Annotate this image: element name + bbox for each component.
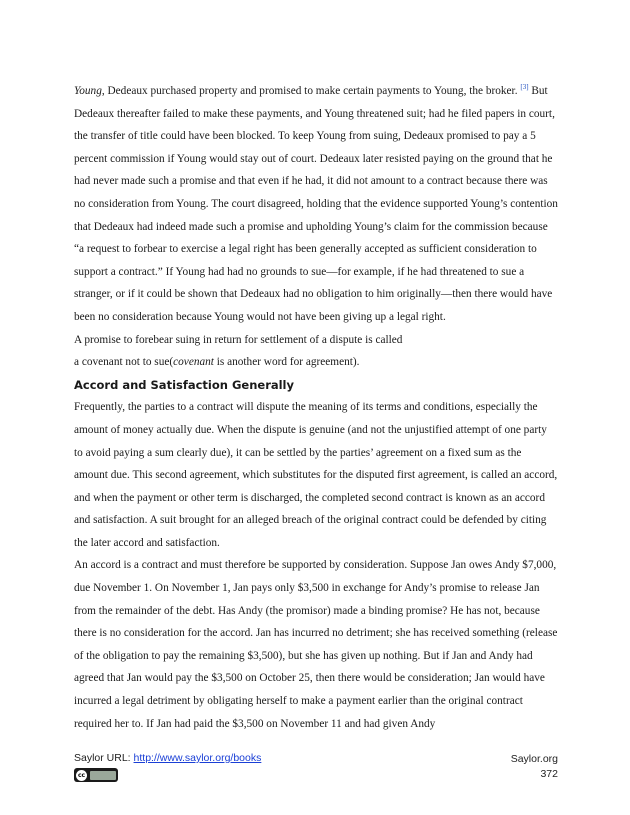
creative-commons-license-icon — [74, 768, 118, 782]
footnote-link[interactable]: [3] — [520, 83, 529, 92]
saylor-url-link[interactable]: http://www.saylor.org/books — [133, 752, 262, 764]
license-terms-icon — [90, 771, 116, 780]
footer-source-label: Saylor URL: — [74, 752, 134, 764]
cc-icon: cc — [77, 771, 86, 779]
paragraph-text: , Dedeaux purchased property and promised to make certain payments to Young, the broker. — [101, 85, 518, 97]
site-name: Saylor.org — [510, 753, 558, 765]
paragraph — [74, 80, 558, 329]
footer-source — [74, 752, 261, 764]
paragraph-text: A promise to forebear suing in return for settlement of a dispute is called — [74, 333, 403, 346]
document-body — [74, 80, 558, 735]
paragraph: An accord is a contract and must therefore be supported by consideration. Suppose Jan owes Andy $7,000, due November 1. On November 1, Jan pays only $3,500 in exchange for Andy’s promise to release Jan from the remainder of the debt. Has Andy (the promisor) made a binding promise? He has not, because there is no consideration for the accord. Jan has incurred no detriment; she has received something (release of the obligation to pay the remaining $3,500), but she has given up nothing. But if Jan and Andy had agreed that Jan would pay the $3,500 on October 25, then there would be consideration; Jan would have incurred a legal detriment by obligating herself to make a payment earlier than the original contract required her to. If Jan had paid the $3,500 on November 11 and had given Andy — [74, 559, 558, 730]
paragraph-text: But Dedeaux thereafter failed to make these payments, and Young threatened suit; had he filed papers in court, the transfer of title could have been blocked. To keep Young from suing, Dedeaux promised to pay a 5 percent commission if Young would stay out of court. Dedeaux later resisted paying on the ground that he had never made such a promise and that even if he had, it did not amount to a contract because there was no consideration from Young. The court disagreed, holding that the evidence supported Young’s contention that Dedeaux had indeed made such a promise and upholding Young’s claim for the commission because “a request to forbear to exercise a legal right has been generally accepted as sufficient consideration to support a contract.” If Young had had no grounds to sue—for example, if he had threatened to sue a stranger, or if it could be shown that Dedeaux had no obligation to him originally—then there would have been no consideration because Young would not have been giving up a legal right. — [74, 85, 558, 323]
page-number: 372 — [540, 768, 558, 780]
footer-site-info — [511, 752, 558, 782]
section-heading: Accord and Satisfaction Generally — [74, 377, 294, 392]
paragraph-text: a covenant not to sue( — [74, 356, 174, 369]
paragraph-text: is another word for agreement). — [213, 356, 360, 369]
paragraph — [74, 329, 558, 374]
paragraph: Frequently, the parties to a contract will dispute the meaning of its terms and conditions, especially the amount of money actually due. When the dispute is genuine (and not the unjustified attempt of one party to avoid paying a sum clearly due), it can be settled by the parties’ agreement on a fixed sum as the amount due. This second agreement, which substitutes for the disputed first agreement, is called an accord, and when the payment or other term is discharged, the completed second contract is known as an accord and satisfaction. A suit brought for an alleged breach of the original contract could be defended by citing the later accord and satisfaction. — [74, 401, 558, 549]
defined-term: covenant — [173, 356, 214, 369]
page-footer — [74, 752, 558, 792]
case-name: Young — [74, 85, 102, 97]
